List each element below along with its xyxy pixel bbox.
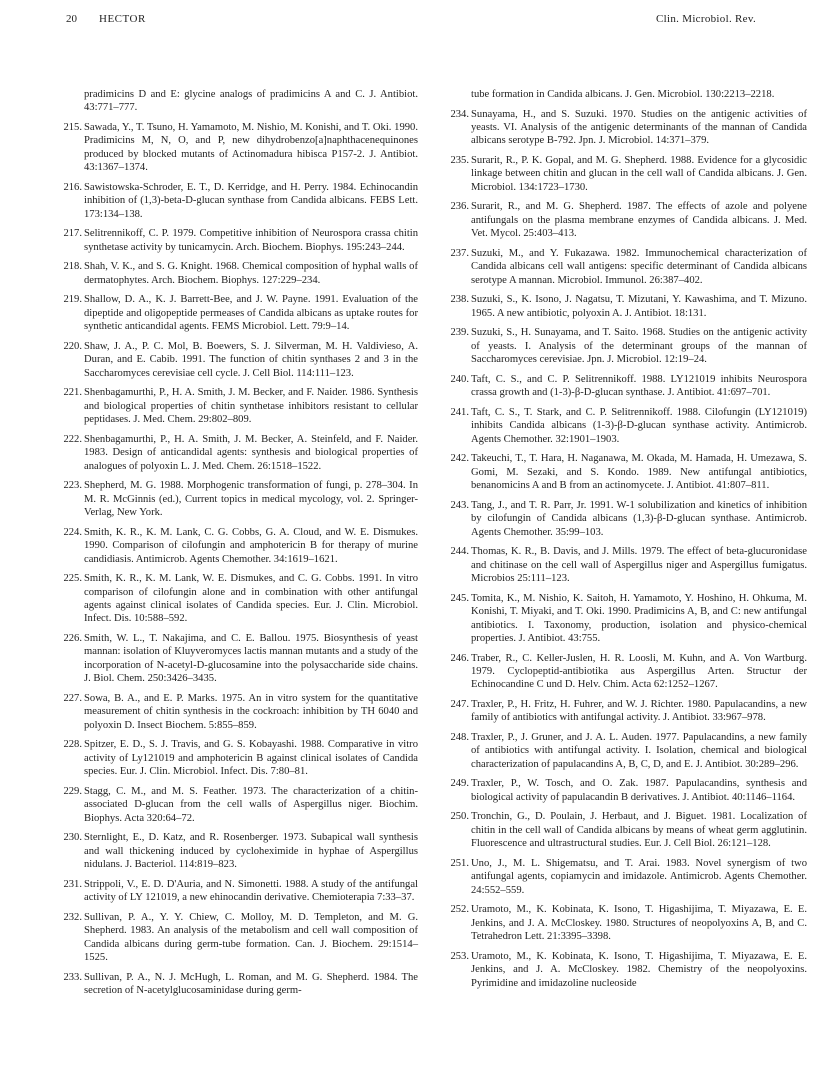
reference-number: 227. (63, 692, 82, 704)
running-header (66, 13, 756, 33)
reference-text: Uramoto, M., K. Kobinata, K. Isono, T. Higashijima, T. Miyazawa, E. E. Jenkins, and J. A. McCloskey. 1980. Structures of neopolyoxins A, B, and C. Tetrahedron Lett. 21:3395–3398. (471, 904, 807, 943)
reference-number: 221. (63, 387, 82, 399)
reference-number: 244. (450, 546, 469, 558)
reference-item (63, 386, 418, 426)
reference-item (450, 777, 807, 804)
reference-item (450, 499, 807, 539)
reference-item (450, 200, 807, 240)
reference-text: Spitzer, E. D., S. J. Travis, and G. S. Kobayashi. 1988. Comparative in vitro activity of Ly121019 and amphotericin B against clinical isolates of Candida species. Eur. J. Clin. Microbiol. Infect. Dis. 7:80–81. (84, 739, 418, 778)
reference-text: Sullivan, P. A., N. J. McHugh, L. Roman, and M. G. Shepherd. 1984. The secretion of N-acetylglucosaminidase during germ- (84, 971, 418, 997)
reference-item (63, 911, 418, 965)
reference-text: Sternlight, E., D. Katz, and R. Rosenberger. 1973. Subapical wall synthesis and wall thickening induced by cycloheximide in hyphae of Aspergillus nidulans. J. Bacteriol. 114:819–823. (84, 832, 418, 871)
reference-number: 242. (450, 453, 469, 465)
reference-number: 249. (450, 778, 469, 790)
reference-text: Shepherd, M. G. 1988. Morphogenic transformation of fungi, p. 278–304. In M. R. McGinnis (ed.), Current topics in medical mycology, vol. 2. Springer-Verlag, New York. (84, 480, 418, 519)
reference-number: 233. (63, 971, 82, 983)
reference-number: 225. (63, 573, 82, 585)
reference-number: 250. (450, 811, 469, 823)
reference-number: 216. (63, 181, 82, 193)
reference-number: 215. (63, 122, 82, 133)
reference-item (63, 181, 418, 221)
reference-item (450, 950, 807, 990)
reference-text: Sullivan, P. A., Y. Y. Chiew, C. Molloy, M. D. Templeton, and M. G. Shepherd. 1983. An analysis of the metabolism and cell wall composition of Candida albicans during germ-tube formation. Can. J. Biochem. 29:1514–1525. (84, 911, 418, 964)
reference-number: 251. (450, 857, 469, 869)
reference-item (63, 572, 418, 626)
reference-item (450, 903, 807, 943)
reference-item (63, 433, 418, 473)
reference-item (63, 260, 418, 287)
reference-text: Tang, J., and T. R. Parr, Jr. 1991. W-1 solubilization and kinetics of inhibition by cilofungin of Candida albicans (1,3)-β-D-glucan synthase. Antimicrob. Agents Chemother. 35:99–103. (471, 499, 807, 538)
reference-item (450, 108, 807, 148)
reference-item (63, 340, 418, 380)
reference-text: Traxler, P., H. Fritz, H. Fuhrer, and W. J. Richter. 1980. Papulacandins, a new family of antibiotics with antifungal activity. J. Antibiot. 33:967–978. (471, 698, 807, 724)
reference-item (63, 878, 418, 905)
reference-number: 237. (450, 247, 469, 259)
reference-number: 217. (63, 228, 82, 240)
reference-number: 239. (450, 327, 469, 339)
reference-item (450, 452, 807, 492)
reference-item (450, 406, 807, 446)
reference-number: 241. (450, 406, 469, 418)
reference-number: 238. (450, 294, 469, 306)
reference-text: Surarit, R., and M. G. Shepherd. 1987. The effects of azole and polyene antifungals on the plasma membrane enzymes of Candida albicans. J. Med. Vet. Mycol. 25:403–413. (471, 201, 807, 240)
reference-text: pradimicins D and E: glycine analogs of pradimicins A and C. J. Antibiot. 43:771–777. (84, 89, 418, 114)
reference-number: 229. (63, 785, 82, 797)
reference-text: tube formation in Candida albicans. J. Gen. Microbiol. 130:2213–2218. (471, 89, 775, 100)
reference-item (63, 227, 418, 254)
reference-number: 235. (450, 155, 469, 166)
reference-text: Taft, C. S., and C. P. Selitrennikoff. 1988. LY121019 inhibits Neurospora crassa growth and (1-3)-β-D-glucan synthase. J. Antibiot. 41:697–701. (471, 373, 807, 399)
reference-item (63, 632, 418, 686)
reference-item (450, 545, 807, 585)
reference-item (450, 293, 807, 320)
reference-text: Thomas, K. R., B. Davis, and J. Mills. 1979. The effect of beta-glucuronidase and chitinase on the cell wall of Aspergillus niger and Aspergillus fumigatus. Microbios 25:111–123. (471, 546, 807, 585)
reference-text: Traber, R., C. Keller-Juslen, H. R. Loosli, M. Kuhn, and A. Von Wartburg. 1979. Cyclopeptid-antibiotika aus Aspergillus Arten. Structur der Echinocandine C und D. Helv. Chim. Acta 62:1252–1267. (471, 652, 807, 691)
reference-item (63, 526, 418, 566)
reference-number: 232. (63, 911, 82, 923)
reference-number: 220. (63, 340, 82, 352)
reference-item (450, 857, 807, 897)
reference-text: Tomita, K., M. Nishio, K. Saitoh, H. Yamamoto, Y. Hoshino, H. Ohkuma, M. Konishi, T. Miyaki, and T. Oki. 1990. Pradimicins A, B, and C: new antifungal antibiotics. I. Taxonomy, production, isolation and physico-chemical properties. J. Antibiot. 43:755. (471, 592, 807, 644)
reference-text: Uramoto, M., K. Kobinata, K. Isono, T. Higashijima, T. Miyazawa, E. E. Jenkins, and J. A. McCloskey. 1982. Chemistry of the neopolyoxins. Pyrimidine and imidazoline nucleoside (471, 950, 807, 989)
reference-number: 253. (450, 950, 469, 962)
reference-number: 243. (450, 499, 469, 511)
reference-number: 223. (63, 480, 82, 492)
reference-text: Shenbagamurthi, P., H. A. Smith, J. M. Becker, and F. Naider. 1986. Synthesis and biological properties of chitin synthetase inhibitors resistant to cellular peptidases. J. Med. Chem. 29:802–809. (84, 387, 418, 426)
page-number: 20 (66, 13, 77, 25)
reference-text: Shallow, D. A., K. J. Barrett-Bee, and J. W. Payne. 1991. Evaluation of the dipeptide and oligopeptide permeases of Candida albicans as uptake routes for synthetic anticandidal agents. FEMS Microbiol. Lett. 79:9–14. (84, 294, 418, 333)
reference-item (450, 698, 807, 725)
reference-text: Strippoli, V., E. D. D'Auria, and N. Simonetti. 1988. A study of the antifungal activity of LY 121019, a new ehinocandin derivative. Chemioterapia 7:33–37. (84, 878, 418, 904)
reference-item (450, 373, 807, 400)
running-author: HECTOR (99, 13, 146, 25)
journal-name: Clin. Microbiol. Rev. (656, 13, 756, 25)
reference-number: 236. (450, 201, 469, 213)
right-column (450, 88, 807, 996)
reference-number: 248. (450, 731, 469, 743)
left-column (63, 88, 418, 1004)
reference-item (63, 971, 418, 998)
reference-text: Surarit, R., P. K. Gopal, and M. G. Shepherd. 1988. Evidence for a glycosidic linkage between chitin and glucan in the cell wall of Candida albicans. J. Gen. Microbiol. 134:1723–1730. (471, 155, 807, 193)
reference-item (66, 88, 418, 115)
reference-item (450, 592, 807, 646)
reference-number: 246. (450, 652, 469, 664)
reference-number: 222. (63, 433, 82, 445)
reference-item (63, 785, 418, 825)
reference-text: Smith, K. R., K. M. Lank, C. G. Cobbs, G. A. Cloud, and W. E. Dismukes. 1990. Comparison of cilofungin and amphotericin B for therapy of murine candidiasis. Antimicrob. Agents Chemother. 34:1619–1621. (84, 526, 418, 565)
reference-number: 245. (450, 592, 469, 604)
reference-text: Shenbagamurthi, P., H. A. Smith, J. M. Becker, A. Steinfeld, and F. Naider. 1983. Design of anticandidal agents: synthesis and biological properties of analogues of polyoxin L. J. Med. Chem. 26:1518–1522. (84, 433, 418, 472)
reference-text: Traxler, P., J. Gruner, and J. A. L. Auden. 1977. Papulacandins, a new family of antibiotics with antifungal activity. I. Isolation, chemical and biological characterization of papulacandins A, B, C, D, and E. J. Antibiot. 30:289–296. (471, 731, 807, 770)
reference-text: Stagg, C. M., and M. S. Feather. 1973. The characterization of a chitin-associated D-glucan from the cell walls of Aspergillus niger. Biochim. Biophys. Acta 320:64–72. (84, 785, 418, 824)
reference-item (450, 326, 807, 366)
reference-item (63, 738, 418, 778)
reference-text: Sawada, Y., T. Tsuno, H. Yamamoto, M. Nishio, M. Konishi, and T. Oki. 1990. Pradimicins M, N, O, and P, new dihydrobenzo[a]naphthacenequinones produced by blocked mutants of Actinomadura hibisca P157-2. J. Antibiot. 43:1367–1374. (84, 122, 418, 174)
reference-text: Takeuchi, T., T. Hara, H. Naganawa, M. Okada, M. Hamada, H. Umezawa, S. Gomi, M. Sezaki, and S. Kondo. 1989. New antifungal antibiotics, benanomicins A and B from an actinomycete. J. Antibiot. 41:807–811. (471, 453, 807, 492)
reference-item (450, 810, 807, 850)
reference-item (63, 692, 418, 732)
reference-text: Sawistowska-Schroder, E. T., D. Kerridge, and H. Perry. 1984. Echinocandin inhibition of (1,3)-beta-D-glucan synthase from Candida albicans. FEBS Lett. 173:134–138. (84, 181, 418, 220)
reference-text: Tronchin, G., D. Poulain, J. Herbaut, and J. Biguet. 1981. Localization of chitin in the cell wall of Candida albicans by means of wheat germ agglutinin. Fluorescence and ultrastructural studies. Eur. J. Cell Biol. 26:121–128. (471, 811, 807, 850)
reference-text: Taft, C. S., T. Stark, and C. P. Selitrennikoff. 1988. Cilofungin (LY121019) inhibits Candida albicans (1-3)-β-D-glucan synthase activity. Antimicrob. Agents Chemother. 32:1901–1903. (471, 406, 807, 445)
reference-item (63, 479, 418, 519)
reference-item (450, 247, 807, 287)
reference-text: Suzuki, M., and Y. Fukazawa. 1982. Immunochemical characterization of Candida albicans cell wall antigens: specific determinant of Candida albicans serotype A mannan. Microbiol. Immunol. 26:387–402. (471, 247, 807, 286)
reference-text: Suzuki, S., K. Isono, J. Nagatsu, T. Mizutani, Y. Kawashima, and T. Mizuno. 1965. A new antibiotic, polyoxin A. J. Antibiot. 18:131. (471, 294, 807, 319)
reference-number: 234. (450, 108, 469, 120)
reference-number: 240. (450, 373, 469, 385)
reference-number: 231. (63, 878, 82, 890)
reference-text: Uno, J., M. L. Shigematsu, and T. Arai. 1983. Novel synergism of two antifungal agents, copiamycin and imidazole. Antimicrob. Agents Chemother. 24:552–559. (471, 857, 807, 896)
reference-number: 228. (63, 739, 82, 751)
reference-text: Traxler, P., W. Tosch, and O. Zak. 1987. Papulacandins, synthesis and biological activity of papulacandin B derivatives. J. Antibiot. 40:1146–1164. (471, 778, 807, 803)
reference-item (450, 731, 807, 771)
reference-item (453, 88, 807, 101)
reference-item (63, 121, 418, 175)
reference-number: 252. (450, 904, 469, 916)
reference-text: Shah, V. K., and S. G. Knight. 1968. Chemical composition of hyphal walls of dermatophytes. Arch. Biochem. Biophys. 127:229–234. (84, 261, 418, 286)
reference-number: 224. (63, 526, 82, 538)
reference-item (63, 293, 418, 333)
reference-number: 226. (63, 632, 82, 644)
reference-item (450, 652, 807, 692)
reference-item (63, 831, 418, 871)
reference-number: 230. (63, 832, 82, 844)
reference-text: Shaw, J. A., P. C. Mol, B. Boewers, S. J. Silverman, M. H. Valdivieso, A. Duran, and E. Cabib. 1991. The function of chitin synthases 2 and 3 in the Saccharomyces cerevisiae cell cycle. J. Cell Biol. 114:111–123. (84, 340, 418, 379)
reference-text: Smith, K. R., K. M. Lank, W. E. Dismukes, and C. G. Cobbs. 1991. In vitro comparison of cilofungin alone and in combination with other antifungal agents against clinical isolates of Candida species. Eur. J. Clin. Microbiol. Infect. Dis. 10:588–592. (84, 573, 418, 625)
reference-number: 218. (63, 261, 82, 273)
reference-number: 247. (450, 698, 469, 710)
reference-text: Suzuki, S., H. Sunayama, and T. Saito. 1968. Studies on the antigenic activity of yeasts. I. Analysis of the determinant groups of the mannan of Saccharomyces cerevisiae. Jpn. J. Microbiol. 12:19–24. (471, 327, 807, 366)
reference-text: Sowa, B. A., and E. P. Marks. 1975. An in vitro system for the quantitative measurement of chitin synthesis in the cockroach: inhibition by TH 6040 and polyoxin D. Insect Biochem. 5:855–859. (84, 692, 418, 731)
reference-text: Sunayama, H., and S. Suzuki. 1970. Studies on the antigenic activities of yeasts. VI. Analysis of the antigenic determinants of the mannan of Candida albicans serotype B-792. Jpn. J. Microbiol. 14:371–379. (471, 108, 807, 147)
reference-text: Smith, W. L., T. Nakajima, and C. E. Ballou. 1975. Biosynthesis of yeast mannan: isolation of Kluyveromyces lactis mannan mutants and a study of the incorporation of N-acetyl-D-glucosamine into the polysaccharide side chains. J. Biol. Chem. 250:3426–3435. (84, 632, 418, 685)
reference-item (450, 154, 807, 194)
reference-number: 219. (63, 294, 82, 306)
reference-text: Selitrennikoff, C. P. 1979. Competitive inhibition of Neurospora crassa chitin synthetase activity by tunicamycin. Arch. Biochem. Biophys. 195:243–244. (84, 228, 418, 253)
